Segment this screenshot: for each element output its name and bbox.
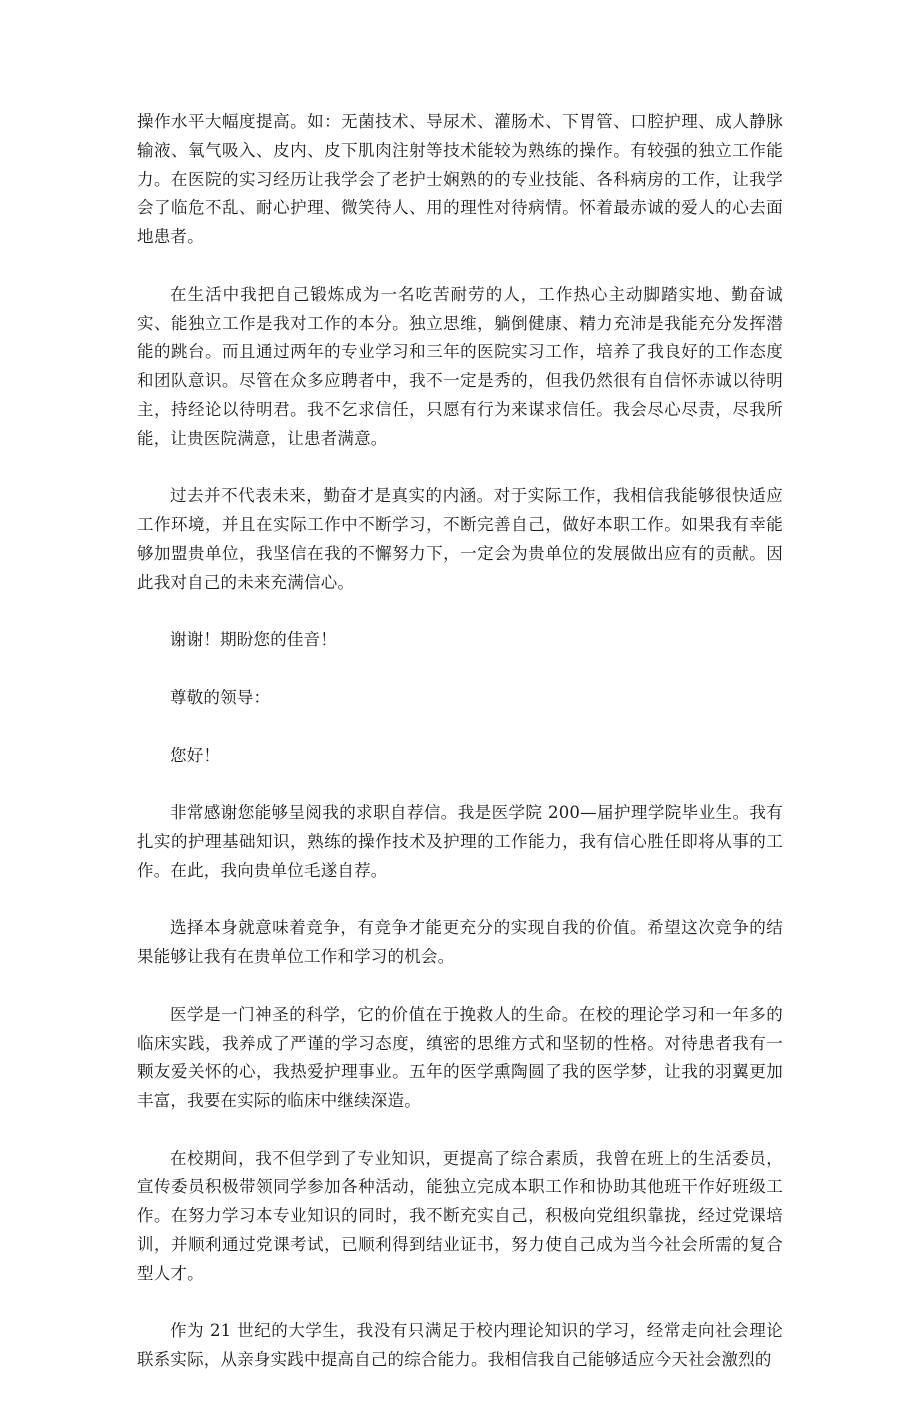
paragraph-introduction: 非常感谢您能够呈阅我的求职自荐信。我是医学院 200—届护理学院毕业生。我有扎实的护理基础知识，熟练的操作技术及护理的工作能力，我有信心胜任即将从事的工作。在此，我向贵单位毛遂自荐。: [137, 803, 783, 880]
paragraph-medicine: 医学是一门神圣的科学，它的价值在于挽救人的生命。在校的理论学习和一年多的临床实践，我养成了严谨的学习态度，缜密的思维方式和坚韧的性格。对待患者我有一颗友爱关怀的心，我热爱护理事业。五年的医学熏陶圆了我的医学梦，让我的羽翼更加丰富，我要在实际的临床中继续深造。: [137, 1004, 783, 1111]
paragraph-life-attitude: 在生活中我把自己锻炼成为一名吃苦耐劳的人，工作热心主动脚踏实地、勤奋诚实、能独立工作是我对工作的本分。独立思维，躺倒健康、精力充沛是我能充分发挥潜能的跳台。而且通过两年的专业学习和三年的医院实习工作，培养了我良好的工作态度和团队意识。尽管在众多应聘者中，我不一定是秀的，但我仍然很有自信怀赤诚以待明主，持经论以待明君。我不乞求信任，只愿有行为来谋求信任。我会尽心尽责，尽我所能，让贵医院满意，让患者满意。: [137, 284, 783, 448]
paragraph-thanks: 谢谢！期盼您的佳音！: [170, 630, 337, 650]
paragraph-practice: 作为 21 世纪的大学生，我没有只满足于校内理论知识的学习，经常走向社会理论联系实际，从亲身实践中提高自己的综合能力。我相信我自己能够适应今天社会激烈的: [137, 1321, 783, 1370]
document-body: [137, 108, 783, 1404]
paragraph-school-period: 在校期间，我不但学到了专业知识，更提高了综合素质，我曾在班上的生活委员，宣传委员积极带领同学参加各种活动，能独立完成本职工作和协助其他班干作好班级工作。在努力学习本专业知识的同时，我不断充实自己，积极向党组织靠拢，经过党课培训，并顺利通过党课考试，已顺利得到结业证书，努力使自己成为当今社会所需的复合型人才。: [137, 1148, 783, 1283]
paragraph-future: 过去并不代表未来，勤奋才是真实的内涵。对于实际工作，我相信我能够很快适应工作环境，并且在实际工作中不断学习，不断完善自己，做好本职工作。如果我有幸能够加盟贵单位，我坚信在我的不懈努力下，一定会为贵单位的发展做出应有的贡献。因此我对自己的未来充满信心。: [137, 486, 783, 592]
paragraph-continuation: 操作水平大幅度提高。如：无菌技术、导尿术、灌肠术、下胃管、口腔护理、成人静脉输液、氧气吸入、皮内、皮下肌肉注射等技术能较为熟练的操作。有较强的独立工作能力。在医院的实习经历让我学会了老护士娴熟的的专业技能、各科病房的工作，让我学会了临危不乱、耐心护理、微笑待人、用的理性对待病情。怀着最赤诚的爱人的心去面地患者。: [137, 112, 783, 247]
paragraph-competition: 选择本身就意味着竞争，有竞争才能更充分的实现自我的价值。希望这次竞争的结果能够让我有在贵单位工作和学习的机会。: [137, 918, 783, 967]
greeting: 您好！: [170, 745, 221, 765]
salutation: 尊敬的领导：: [170, 687, 271, 707]
